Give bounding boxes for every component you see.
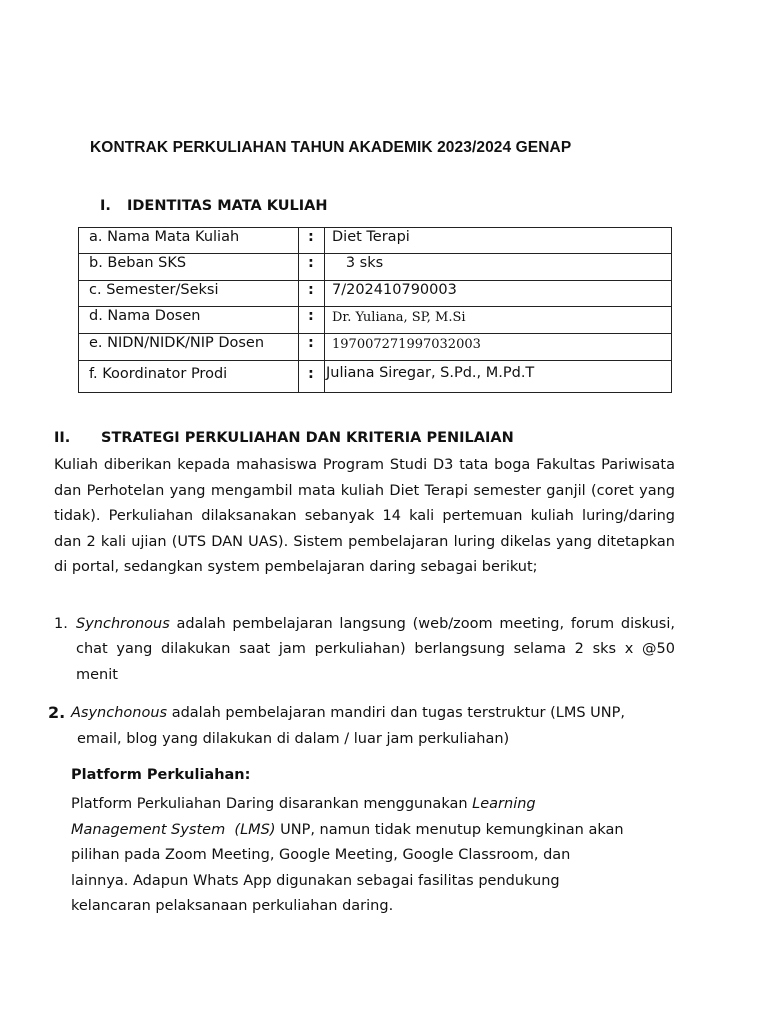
row-label: e. NIDN/NIDK/NIP Dosen <box>79 334 299 361</box>
platform-line: pilihan pada Zoom Meeting, Google Meeting, Google Classroom, dan <box>71 847 571 863</box>
list-item <box>48 700 678 752</box>
platform-line: lainnya. Adapun Whats App digunakan sebagai fasilitas pendukung <box>71 872 560 889</box>
table-row <box>79 306 672 333</box>
section-2-title: STRATEGI PERKULIAHAN DAN KRITERIA PENILAIAN <box>101 430 514 446</box>
platform-line: kelancaran pelaksanaan perkuliahan daring. <box>71 898 394 914</box>
document-title: KONTRAK PERKULIAHAN TAHUN AKADEMIK 2023/2024 GENAP <box>90 139 572 156</box>
row-value: Juliana Siregar, S.Pd., M.Pd.T <box>325 361 672 393</box>
table-row <box>79 228 672 254</box>
intro-paragraph: Kuliah diberikan kepada mahasiswa Program Studi D3 tata boga Fakultas Pariwisata dan Perhotelan yang mengambil mata kuliah Diet Terapi semester ganjil (coret yang tidak). Perkuliahan dilaksanakan sebanyak 14 kali pertemuan kuliah luring/daring dan 2 kali ujian (UTS DAN UAS). Sistem pembelajaran luring dikelas yang ditetapkan di portal, sedangkan system pembelajaran daring sebagai berikut; <box>54 457 675 576</box>
list-item <box>54 612 675 688</box>
identity-table <box>78 227 672 393</box>
platform-text: Platform Perkuliahan Daring disarankan menggunakan <box>71 796 473 812</box>
platform-line <box>71 792 671 818</box>
list-item-text <box>71 700 678 726</box>
list-item-text <box>76 612 675 688</box>
table-row <box>79 361 672 393</box>
row-separator: : <box>299 306 325 333</box>
section-2-heading <box>54 430 514 446</box>
section-1-heading <box>100 198 328 214</box>
row-separator: : <box>299 361 325 393</box>
row-separator: : <box>299 254 325 280</box>
row-label: d. Nama Dosen <box>79 306 299 333</box>
section-1-number: I. <box>100 198 111 214</box>
list-marker: 2. <box>48 703 66 722</box>
platform-line <box>71 818 671 844</box>
table-row <box>79 334 672 361</box>
section-1-title: IDENTITAS MATA KULIAH <box>127 198 328 214</box>
platform-text: UNP, namun tidak menutup kemungkinan akan <box>275 821 624 838</box>
row-value: 3 sks <box>325 254 672 280</box>
row-value: Dr. Yuliana, SP, M.Si <box>325 306 672 333</box>
table-row <box>79 280 672 306</box>
platform-paragraph <box>71 792 671 920</box>
row-value: 7/202410790003 <box>325 280 672 306</box>
row-label: b. Beban SKS <box>79 254 299 280</box>
section-2-number: II. <box>54 430 71 446</box>
list-term: Asynchonous <box>71 705 168 721</box>
row-label: c. Semester/Seksi <box>79 280 299 306</box>
list-description: adalah pembelajaran mandiri dan tugas terstruktur (LMS UNP, <box>167 705 625 721</box>
list-term: Synchronous <box>76 616 170 632</box>
row-separator: : <box>299 280 325 306</box>
row-value: 197007271997032003 <box>325 334 672 361</box>
table-row <box>79 254 672 280</box>
platform-term: Learning <box>472 796 536 812</box>
platform-term: Management System (LMS) <box>71 821 276 838</box>
list-item-text-continued: email, blog yang dilakukan di dalam / luar jam perkuliahan) <box>77 731 510 747</box>
row-separator: : <box>299 228 325 254</box>
row-value: Diet Terapi <box>325 228 672 254</box>
row-label: f. Koordinator Prodi <box>79 361 299 393</box>
list-marker: 1. <box>54 616 68 632</box>
list-description: adalah pembelajaran langsung (web/zoom meeting, forum diskusi, chat yang dilakukan saat jam perkuliahan) berlangsung selama 2 sks x @50 menit <box>76 616 675 683</box>
platform-heading: Platform Perkuliahan: <box>71 767 251 783</box>
row-separator: : <box>299 334 325 361</box>
row-label: a. Nama Mata Kuliah <box>79 228 299 254</box>
